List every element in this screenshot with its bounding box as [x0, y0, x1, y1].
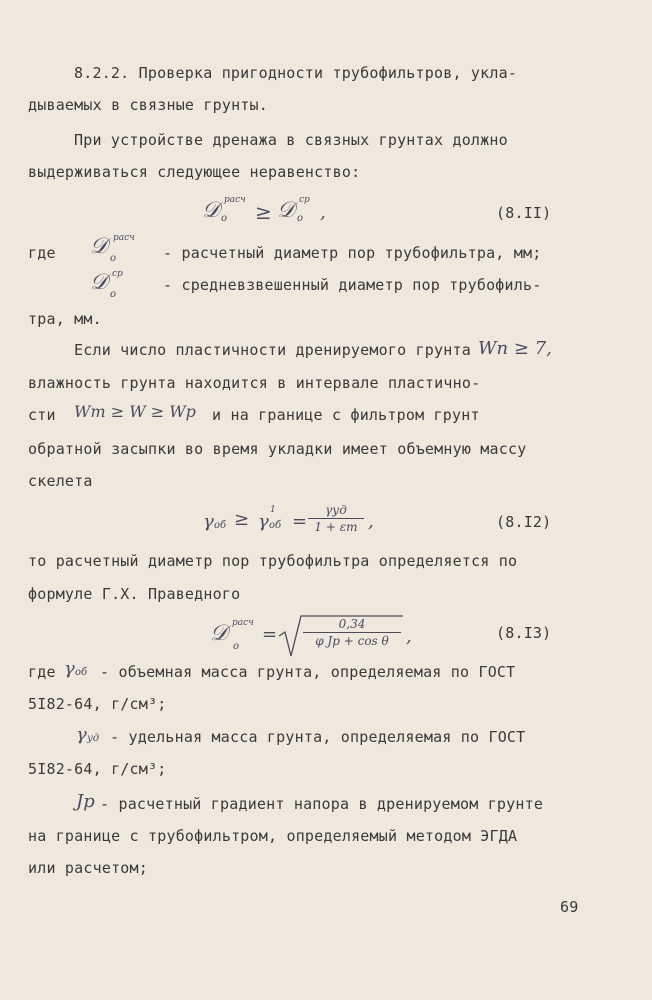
eq812-mid-sup: 1: [270, 505, 276, 515]
defs2-gradient-symbol: Jр: [76, 791, 95, 812]
para2-line4: обратной засыпки во время укладки имеет объемную массу: [28, 440, 527, 458]
para3-line2: формуле Г.Х. Праведного: [28, 585, 241, 603]
defs1-d1-sub: o: [110, 253, 117, 264]
defs1-d2-sup: ср: [112, 269, 123, 279]
defs1-d2-symbol: 𝒟: [90, 270, 108, 295]
eq813-number: (8.I3): [496, 624, 552, 642]
eq811-lhs: 𝒟: [202, 198, 220, 223]
eq812-lhs-sub: об: [214, 520, 227, 531]
para1-line2: выдерживаться следующее неравенство:: [28, 163, 361, 181]
para2-wn-condition: Wп ≥ 7,: [478, 338, 552, 359]
eq813-lhs-sub: o: [233, 641, 240, 652]
eq813-eq: =: [262, 624, 278, 645]
page-number: 69: [560, 898, 579, 916]
eq811-comma: ,: [320, 202, 326, 223]
eq813-lhs-sup: расч: [232, 618, 254, 628]
eq813-numerator: 0,34: [303, 618, 401, 633]
defs1-d1-symbol: 𝒟: [90, 234, 108, 259]
defs1-d1-sup: расч: [113, 233, 135, 243]
eq812-numerator: γуд: [308, 504, 364, 519]
eq812-eq: =: [292, 511, 308, 532]
defs1-d2-text: - средневзвешенный диаметр пор трубофиль-: [163, 276, 542, 294]
eq813-comma: ,: [406, 626, 412, 647]
defs2-gamma-ob-symbol: γ: [64, 658, 75, 679]
para2-line5: скелета: [28, 472, 93, 490]
para2-moisture-interval: Wт ≥ W ≥ Wр: [74, 402, 196, 421]
defs2-gamma-ob-sub: об: [75, 667, 88, 678]
eq811-op: ≥: [255, 200, 272, 224]
defs2-where: где: [28, 663, 56, 681]
defs2-gradient-text: - расчетный градиент напора в дренируемом грунте: [100, 795, 544, 813]
eq811-lhs-sup: расч: [224, 195, 246, 205]
eq811-number: (8.II): [496, 204, 552, 222]
defs2-gamma-ud-sub: уд: [87, 733, 100, 744]
eq811-rhs-sup: ср: [299, 195, 310, 205]
defs1-d1-text: - расчетный диаметр пор трубофильтра, мм;: [163, 244, 542, 262]
eq813-lhs: 𝒟: [210, 621, 228, 646]
defs1-d2-sub: o: [110, 289, 117, 300]
defs2-gamma-ob-text: - объемная масса грунта, определяемая по ГОСТ: [100, 663, 516, 681]
para3-line1: то расчетный диаметр пор трубофильтра определяется по: [28, 552, 518, 570]
eq811-rhs: 𝒟: [277, 198, 295, 223]
para2-line1: Если число пластичности дренируемого грунта: [74, 341, 471, 359]
defs1-d2-continuation: тра, мм.: [28, 310, 102, 328]
section-heading-line2: дываемых в связные грунты.: [28, 96, 268, 114]
para2-line2: влажность грунта находится в интервале пластично-: [28, 374, 481, 392]
eq812-denominator: 1 + εт: [314, 520, 358, 534]
defs2-gamma-ud-text: - удельная масса грунта, определяемая по ГОСТ: [110, 728, 526, 746]
eq812-mid-sub: об: [269, 520, 282, 531]
eq812-op1: ≥: [234, 509, 250, 530]
defs2-gamma-ud-continuation: 5I82-64, г/см³;: [28, 760, 167, 778]
eq811-rhs-sub: o: [297, 213, 304, 224]
eq813-fraction: [303, 618, 401, 647]
eq812-number: (8.I2): [496, 513, 552, 531]
eq812-fraction: [308, 504, 364, 533]
para1-line1: При устройстве дренажа в связных грунтах должно: [74, 131, 508, 149]
eq812-lhs: γ: [203, 511, 214, 532]
eq813-denominator: φ Jр + cos θ: [315, 634, 389, 648]
para2-line3-end: и на границе с фильтром грунт: [212, 406, 480, 424]
defs2-gamma-ob-continuation: 5I82-64, г/см³;: [28, 695, 167, 713]
para2-line3-start: сти: [28, 406, 56, 424]
eq811-lhs-sub: o: [221, 213, 228, 224]
defs2-gradient-continuation-2: или расчетом;: [28, 859, 148, 877]
eq812-mid: γ: [258, 511, 269, 532]
section-heading-line1: 8.2.2. Проверка пригодности трубофильтров, укла-: [74, 64, 518, 82]
defs2-gradient-continuation-1: на границе с трубофильтром, определяемый методом ЭГДА: [28, 827, 518, 845]
eq812-comma: ,: [368, 511, 374, 532]
defs2-gamma-ud-symbol: γ: [76, 724, 87, 745]
defs1-where: где: [28, 244, 56, 262]
